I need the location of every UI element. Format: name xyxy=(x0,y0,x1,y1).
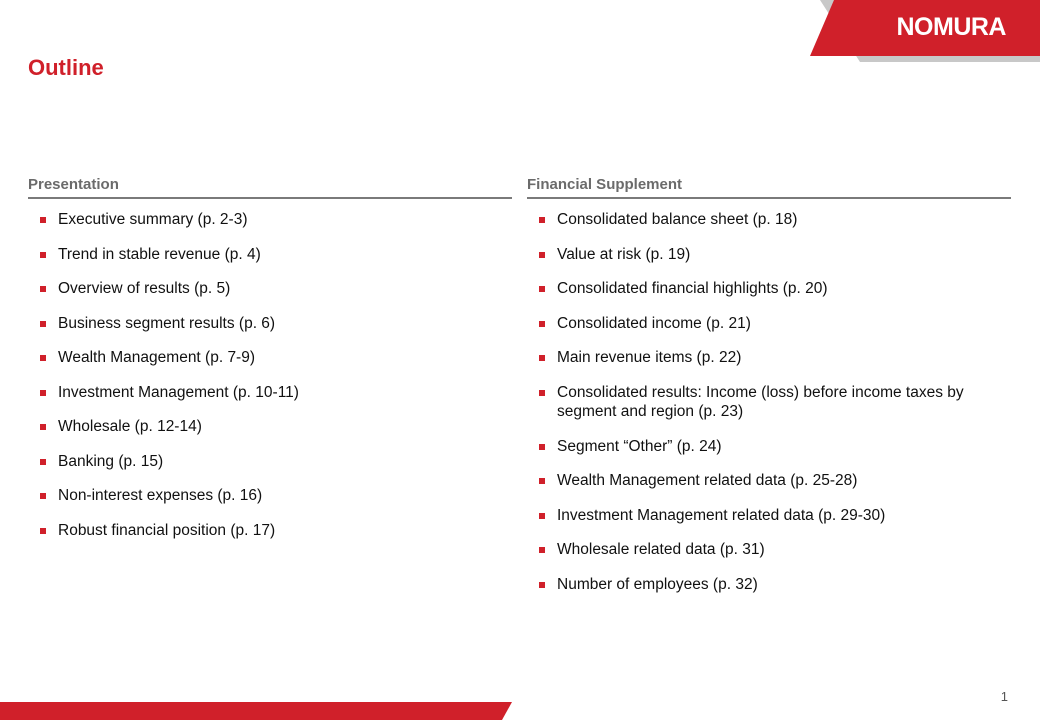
bullet-icon xyxy=(40,252,46,258)
bullet-icon xyxy=(539,252,545,258)
list-item-label: Banking (p. 15) xyxy=(58,452,164,470)
list-item xyxy=(527,471,1011,491)
bullet-icon xyxy=(539,390,545,396)
list-item-label: Executive summary (p. 2-3) xyxy=(58,211,248,228)
list-item xyxy=(28,348,512,368)
list-item xyxy=(28,279,512,299)
list-item-label: Value at risk (p. 19) xyxy=(557,245,691,263)
list-item xyxy=(527,540,1011,560)
list-item xyxy=(527,575,1011,595)
list-item xyxy=(527,348,1011,368)
bullet-icon xyxy=(539,582,545,588)
list-item-label: Number of employees (p. 32) xyxy=(557,575,758,593)
list-item-label: Consolidated income (p. 21) xyxy=(557,314,751,332)
list-item xyxy=(527,279,1011,299)
bullet-icon xyxy=(40,286,46,292)
bullet-icon xyxy=(40,321,46,327)
list-item xyxy=(28,314,512,334)
list-item-label: Wealth Management (p. 7-9) xyxy=(58,349,256,366)
list-item xyxy=(527,245,1011,265)
list-item xyxy=(527,383,1011,422)
list-item xyxy=(28,245,512,265)
bullet-icon xyxy=(40,424,46,430)
bullet-icon xyxy=(539,286,545,292)
bullet-icon xyxy=(539,217,545,223)
list-item-label: Business segment results (p. 6) xyxy=(58,314,276,332)
list-item xyxy=(28,452,512,472)
list-item xyxy=(28,521,512,541)
list-item xyxy=(527,437,1011,457)
list-item-label: Consolidated results: Income (loss) before income taxes by segment and region (p. 23) xyxy=(557,383,964,420)
list-item-label: Investment Management (p. 10-11) xyxy=(58,383,299,401)
presentation-heading: Presentation xyxy=(28,176,512,199)
bullet-icon xyxy=(40,355,46,361)
list-item-label: Segment “Other” (p. 24) xyxy=(557,437,722,455)
list-item xyxy=(527,506,1011,526)
list-item xyxy=(28,417,512,437)
presentation-list xyxy=(28,210,512,540)
supplement-column xyxy=(527,176,1011,609)
bullet-icon xyxy=(539,355,545,361)
list-item xyxy=(527,314,1011,334)
page-title: Outline xyxy=(28,55,104,80)
supplement-heading: Financial Supplement xyxy=(527,176,1011,199)
bullet-icon xyxy=(40,390,46,396)
bullet-icon xyxy=(539,321,545,327)
list-item-label: Non-interest expenses (p. 16) xyxy=(58,487,263,504)
list-item-label: Investment Management related data (p. 29-30) xyxy=(557,506,886,524)
list-item xyxy=(28,210,512,230)
bullet-icon xyxy=(539,513,545,519)
list-item-label: Overview of results (p. 5) xyxy=(58,280,231,297)
list-item-label: Wealth Management related data (p. 25-28) xyxy=(557,472,858,489)
list-item-label: Consolidated financial highlights (p. 20) xyxy=(557,280,828,297)
bullet-icon xyxy=(539,444,545,450)
footer-red-bar xyxy=(0,702,520,720)
bullet-icon xyxy=(539,478,545,484)
list-item-label: Wholesale related data (p. 31) xyxy=(557,541,765,558)
nomura-logo: NOMURA xyxy=(896,13,1006,41)
list-item-label: Wholesale (p. 12-14) xyxy=(58,418,202,435)
bullet-icon xyxy=(40,528,46,534)
page-number: 1 xyxy=(1000,689,1008,704)
bullet-icon xyxy=(40,459,46,465)
supplement-list xyxy=(527,210,1011,594)
list-item-label: Main revenue items (p. 22) xyxy=(557,349,742,366)
logo-banner xyxy=(810,0,1040,64)
list-item xyxy=(28,383,512,403)
bullet-icon xyxy=(40,217,46,223)
list-item-label: Trend in stable revenue (p. 4) xyxy=(58,245,261,263)
list-item xyxy=(28,486,512,506)
presentation-column xyxy=(28,176,512,555)
bullet-icon xyxy=(40,493,46,499)
bullet-icon xyxy=(539,547,545,553)
list-item-label: Robust financial position (p. 17) xyxy=(58,521,276,539)
list-item xyxy=(527,210,1011,230)
list-item-label: Consolidated balance sheet (p. 18) xyxy=(557,211,798,228)
